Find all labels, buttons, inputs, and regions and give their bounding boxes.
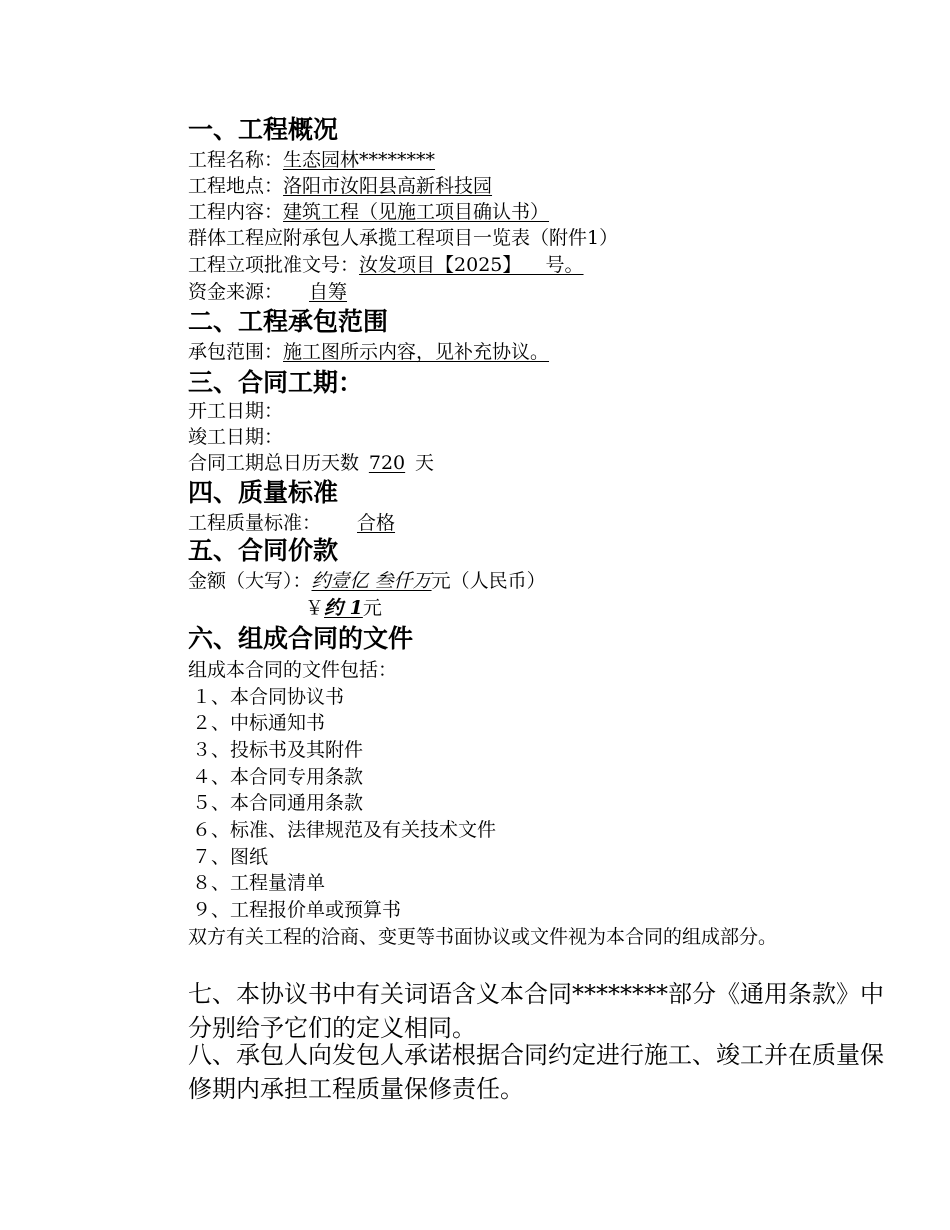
amount-figures-line — [305, 595, 950, 621]
section-3-heading: 三、合同工期： — [188, 368, 364, 397]
fund-source-line — [188, 279, 868, 305]
approval-number-label: 工程立项批准文号： — [188, 254, 360, 276]
project-location-label: 工程地点： — [188, 175, 284, 197]
duration-suffix: 天 — [415, 452, 435, 474]
section-1-heading: 一、工程概况 — [188, 115, 339, 144]
scope-value: 施工图所示内容，见补充协议。 — [283, 341, 550, 363]
section-7-paragraph: 七、本协议书中有关词语含义本合同********部分《通用条款》中分别给予它们的定义相同。 — [188, 980, 884, 1042]
section-6-heading: 六、组成合同的文件 — [188, 624, 414, 653]
project-content-line — [188, 199, 868, 225]
project-content-label: 工程内容： — [188, 201, 284, 223]
section-5-heading: 五、合同价款 — [188, 536, 339, 565]
document-item: ７、图纸 — [192, 846, 269, 868]
amount-words-value: 约壹亿 叁仟万 — [311, 570, 432, 592]
project-name-line — [188, 147, 868, 173]
document-item: ４、本合同专用条款 — [192, 766, 364, 788]
documents-closing: 双方有关工程的洽商、变更等书面协议或文件视为本合同的组成部分。 — [188, 926, 778, 948]
project-name-label: 工程名称： — [188, 149, 284, 171]
documents-intro: 组成本合同的文件包括： — [188, 659, 398, 681]
duration-value: 720 — [368, 452, 406, 474]
amount-figures-suffix: 元 — [362, 597, 382, 619]
duration-line — [188, 450, 868, 476]
amount-words-suffix: 元（人民币） — [431, 570, 546, 592]
project-content-value: 建筑工程（见施工项目确认书） — [283, 201, 550, 223]
quality-label: 工程质量标准： — [188, 512, 322, 534]
amount-words-line — [188, 568, 868, 594]
fund-source-label: 资金来源： — [188, 281, 284, 303]
document-item: ３、投标书及其附件 — [192, 739, 364, 761]
end-date-line: 竣工日期： — [188, 426, 284, 448]
project-location-value: 洛阳市汝阳县高新科技园 — [283, 175, 493, 197]
start-date-line: 开工日期： — [188, 400, 284, 422]
amount-figures-value: 约 1 — [324, 597, 363, 619]
document-item: ２、中标通知书 — [192, 712, 326, 734]
duration-prefix: 合同工期总日历天数 — [188, 452, 360, 474]
section-2-heading: 二、工程承包范围 — [188, 307, 389, 336]
section-4-heading: 四、质量标准 — [188, 478, 339, 507]
section-8-paragraph: 八、承包人向发包人承诺根据合同约定进行施工、竣工并在质量保修期内承担工程质量保修责任。 — [188, 1041, 884, 1103]
approval-number-line — [188, 252, 868, 278]
group-project-note: 群体工程应附承包人承揽工程项目一览表（附件1） — [188, 227, 619, 249]
scope-line — [188, 339, 868, 365]
document-item: ９、工程报价单或预算书 — [192, 899, 402, 921]
document-item: ５、本合同通用条款 — [192, 792, 364, 814]
amount-words-label: 金额（大写）： — [188, 570, 312, 592]
scope-label: 承包范围： — [188, 341, 284, 363]
quality-line — [188, 510, 868, 536]
document-item: ８、工程量清单 — [192, 872, 326, 894]
document-item: ６、标准、法律规范及有关技术文件 — [192, 819, 497, 841]
fund-source-value: 自筹 — [309, 281, 348, 303]
document-item: １、本合同协议书 — [192, 686, 345, 708]
yen-symbol: ￥ — [305, 597, 325, 619]
project-name-value: 生态园林******** — [283, 149, 436, 171]
quality-value: 合格 — [357, 512, 396, 534]
project-location-line — [188, 173, 868, 199]
approval-number-value: 汝发项目【2025】 号。 — [359, 254, 584, 276]
